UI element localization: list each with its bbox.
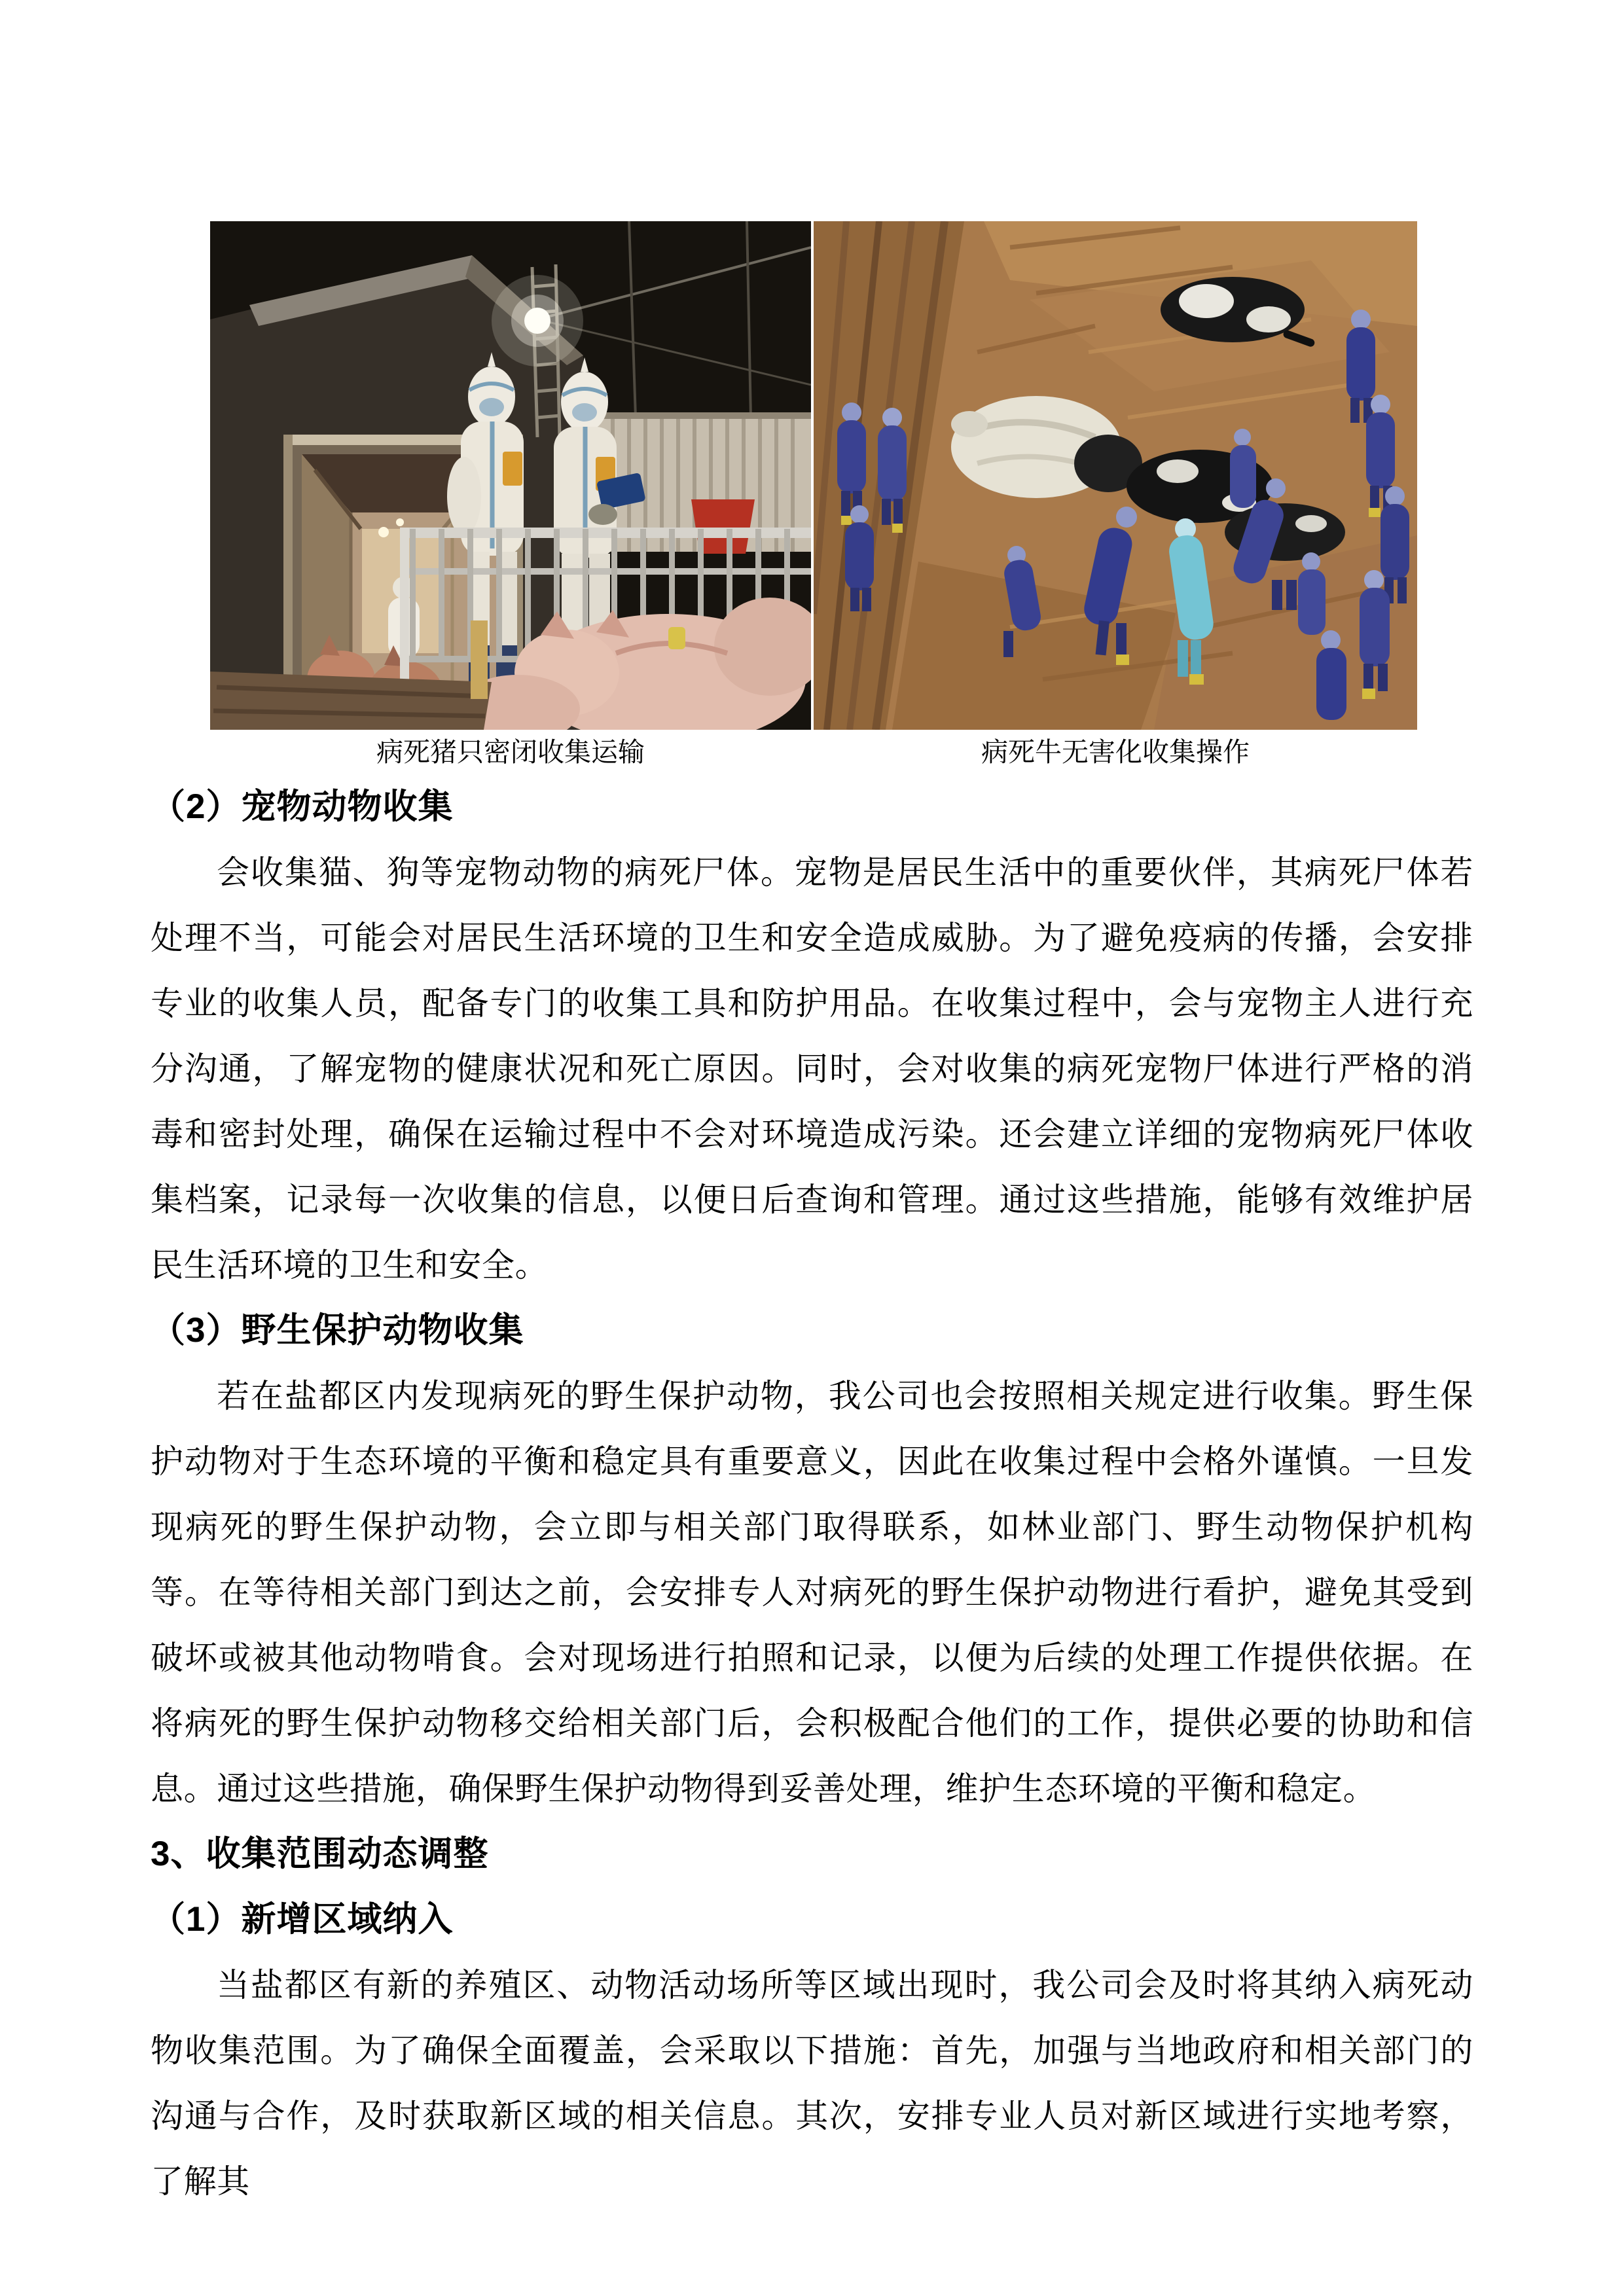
figure-caption-right: 病死牛无害化收集操作 <box>981 737 1250 767</box>
document-body <box>151 774 1473 2214</box>
paragraph-new-area: 当盐都区有新的养殖区、动物活动场所等区域出现时，我公司会及时将其纳入病死动物收集范围。为了确保全面覆盖，会采取以下措施：首先，加强与当地政府和相关部门的沟通与合作，及时获取新区域的相关信息。其次，安排专业人员对新区域进行实地考察，了解其 <box>151 1967 1473 2200</box>
paragraph-wild-collection: 若在盐都区内发现病死的野生保护动物，我公司也会按照相关规定进行收集。野生保护动物对于生态环境的平衡和稳定具有重要意义，因此在收集过程中会格外谨慎。一旦发现病死的野生保护动物，会立即与相关部门取得联系，如林业部门、野生动物保护机构等。在等待相关部门到达之前，会安排专人对病死的野生保护动物进行看护，避免其受到破坏或被其他动物啃食。会对现场进行拍照和记录，以便为后续的处理工作提供依据。在将病死的野生保护动物移交给相关部门后，会积极配合他们的工作，提供必要的协助和信息。通过这些措施，确保野生保护动物得到妥善处理，维护生态环境的平衡和稳定。 <box>151 1378 1473 1807</box>
paragraph-pet-collection: 会收集猫、狗等宠物动物的病死尸体。宠物是居民生活中的重要伙伴，其病死尸体若处理不当，可能会对居民生活环境的卫生和安全造成威胁。为了避免疫病的传播，会安排专业的收集人员，配备专门的收集工具和防护用品。在收集过程中，会与宠物主人进行充分沟通，了解宠物的健康状况和死亡原因。同时，会对收集的病死宠物尸体进行严格的消毒和密封处理，确保在运输过程中不会对环境造成污染。还会建立详细的宠物病死尸体收集档案，记录每一次收集的信息，以便日后查询和管理。通过这些措施，能够有效维护居民生活环境的卫生和安全。 <box>151 854 1473 1283</box>
heading-new-area: （1）新增区域纳入 <box>151 1900 454 1939</box>
pig-farm-night-collection-photo <box>210 221 811 730</box>
ear-tag <box>668 627 685 649</box>
heading-scope-adjustment: 3、收集范围动态调整 <box>151 1835 489 1873</box>
cattle-disposal-photo <box>814 221 1417 730</box>
pig-farm-photo <box>210 221 811 730</box>
heading-pet-collection: （2）宠物动物收集 <box>151 787 454 826</box>
figure-caption-left: 病死猪只密闭收集运输 <box>376 737 645 767</box>
caption-row <box>0 732 1624 772</box>
dead-cattle-harmless-disposal-photo <box>814 221 1417 730</box>
farm-light <box>492 275 583 367</box>
figure-row <box>210 221 1417 730</box>
heading-wild-collection: （3）野生保护动物收集 <box>151 1311 524 1350</box>
